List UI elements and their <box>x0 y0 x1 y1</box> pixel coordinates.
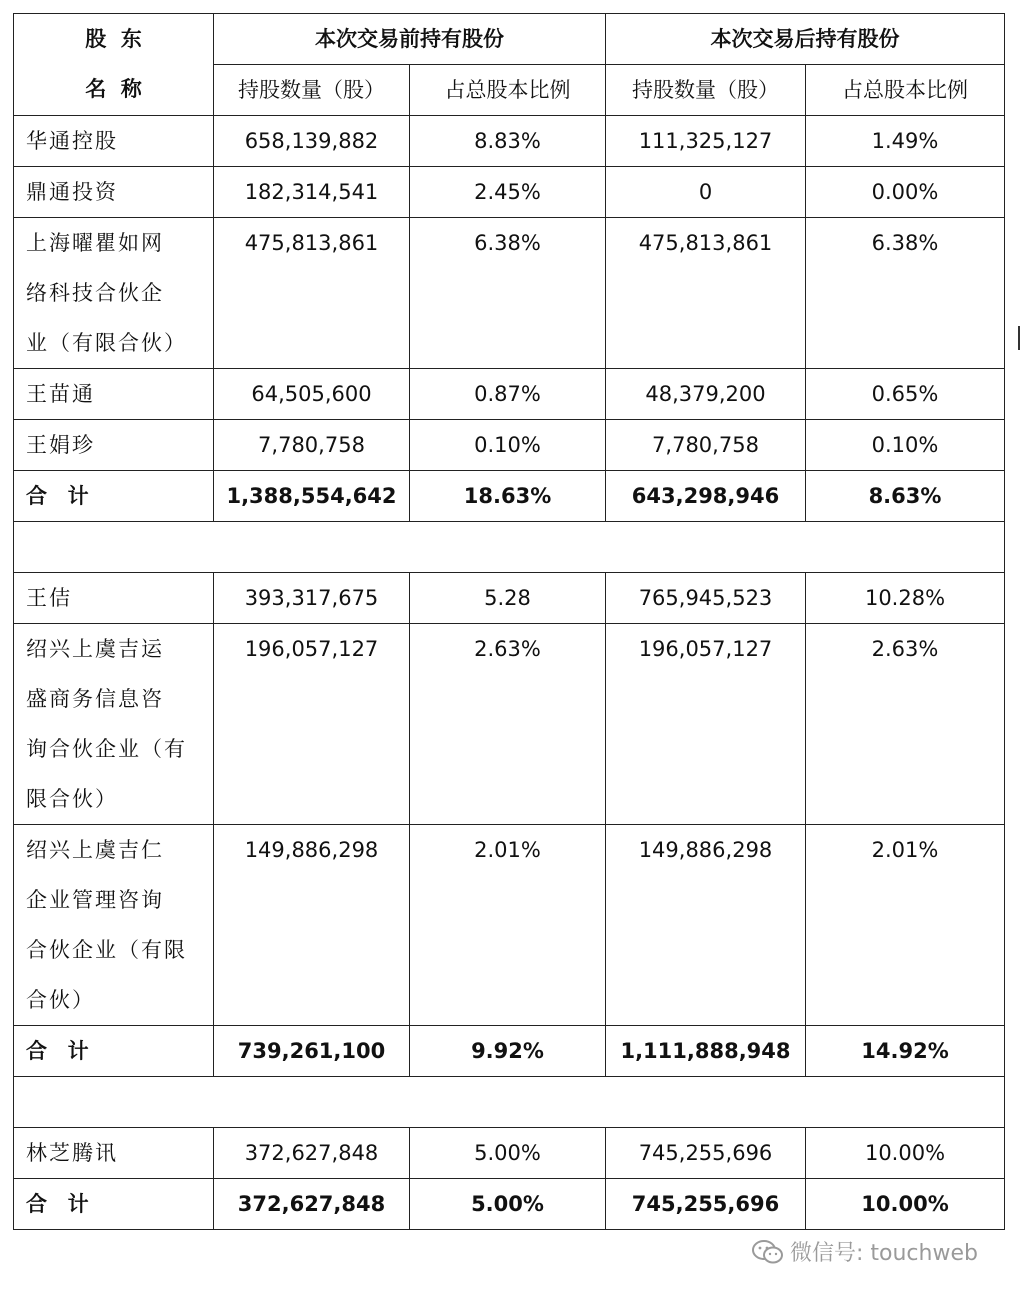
name-line: 盛商务信息咨 <box>26 687 164 711</box>
before-ratio: 5.28 <box>410 573 606 624</box>
before-ratio: 2.63% <box>410 624 606 825</box>
total-after-shares: 643,298,946 <box>606 471 806 522</box>
header-shareholder <box>14 14 214 116</box>
header-shareholder-top: 股 东 <box>85 27 142 51</box>
shareholder-name <box>14 218 214 369</box>
header-after-shares: 持股数量（股） <box>606 65 806 116</box>
total-label: 合 计 <box>14 471 214 522</box>
shareholder-name <box>14 369 214 420</box>
header-after-ratio: 占总股本比例 <box>806 65 1005 116</box>
after-ratio: 0.10% <box>806 420 1005 471</box>
before-shares: 182,314,541 <box>214 167 410 218</box>
wechat-icon <box>752 1239 784 1265</box>
name-line: 王苗通 <box>26 382 95 406</box>
name-line: 鼎通投资 <box>26 180 118 204</box>
name-line: 绍兴上虞吉运 <box>26 637 164 661</box>
before-shares: 149,886,298 <box>214 825 410 1026</box>
before-shares: 658,139,882 <box>214 116 410 167</box>
header-before-ratio: 占总股本比例 <box>410 65 606 116</box>
before-ratio: 6.38% <box>410 218 606 369</box>
total-row <box>14 471 1005 522</box>
after-shares: 48,379,200 <box>606 369 806 420</box>
watermark <box>752 1236 978 1267</box>
total-before-ratio: 9.92% <box>410 1026 606 1077</box>
spacer-cell <box>14 1077 1005 1128</box>
total-before-shares: 372,627,848 <box>214 1179 410 1230</box>
spacer-row <box>14 1077 1005 1128</box>
shareholder-name <box>14 573 214 624</box>
after-shares: 475,813,861 <box>606 218 806 369</box>
shareholder-name <box>14 825 214 1026</box>
table-row <box>14 420 1005 471</box>
shareholder-name <box>14 167 214 218</box>
total-before-shares: 1,388,554,642 <box>214 471 410 522</box>
total-before-ratio: 18.63% <box>410 471 606 522</box>
table-row <box>14 1128 1005 1179</box>
after-shares: 111,325,127 <box>606 116 806 167</box>
after-ratio: 0.65% <box>806 369 1005 420</box>
before-shares: 196,057,127 <box>214 624 410 825</box>
before-shares: 372,627,848 <box>214 1128 410 1179</box>
table-row <box>14 624 1005 825</box>
name-line: 林芝腾讯 <box>26 1141 118 1165</box>
total-label: 合 计 <box>14 1026 214 1077</box>
after-ratio: 10.28% <box>806 573 1005 624</box>
spacer-row <box>14 522 1005 573</box>
after-shares: 149,886,298 <box>606 825 806 1026</box>
before-shares: 393,317,675 <box>214 573 410 624</box>
total-label: 合 计 <box>14 1179 214 1230</box>
after-shares: 7,780,758 <box>606 420 806 471</box>
total-after-ratio: 14.92% <box>806 1026 1005 1077</box>
name-line: 王娟珍 <box>26 433 95 457</box>
before-ratio: 0.87% <box>410 369 606 420</box>
name-line: 限合伙） <box>26 787 118 811</box>
name-line: 王佶 <box>26 586 72 610</box>
total-before-ratio: 5.00% <box>410 1179 606 1230</box>
before-ratio: 2.01% <box>410 825 606 1026</box>
spacer-cell <box>14 522 1005 573</box>
total-after-shares: 1,111,888,948 <box>606 1026 806 1077</box>
after-shares: 0 <box>606 167 806 218</box>
name-line: 合伙企业（有限 <box>26 938 187 962</box>
after-ratio: 2.63% <box>806 624 1005 825</box>
total-after-ratio: 10.00% <box>806 1179 1005 1230</box>
header-after-group: 本次交易后持有股份 <box>606 14 1005 65</box>
shareholder-name <box>14 1128 214 1179</box>
table-row <box>14 218 1005 369</box>
after-ratio: 2.01% <box>806 825 1005 1026</box>
shareholding-table <box>13 13 1005 1230</box>
before-shares: 7,780,758 <box>214 420 410 471</box>
before-ratio: 5.00% <box>410 1128 606 1179</box>
name-line: 绍兴上虞吉仁 <box>26 838 164 862</box>
total-row <box>14 1179 1005 1230</box>
after-ratio: 6.38% <box>806 218 1005 369</box>
shareholder-name <box>14 116 214 167</box>
after-ratio: 0.00% <box>806 167 1005 218</box>
total-before-shares: 739,261,100 <box>214 1026 410 1077</box>
before-ratio: 2.45% <box>410 167 606 218</box>
table-row <box>14 369 1005 420</box>
name-line: 上海曜瞿如网 <box>26 231 164 255</box>
name-line: 华通控股 <box>26 129 118 153</box>
header-before-shares: 持股数量（股） <box>214 65 410 116</box>
before-shares: 475,813,861 <box>214 218 410 369</box>
after-ratio: 10.00% <box>806 1128 1005 1179</box>
shareholder-name <box>14 420 214 471</box>
header-before-group: 本次交易前持有股份 <box>214 14 606 65</box>
edge-mark <box>1018 326 1020 350</box>
table-row <box>14 825 1005 1026</box>
watermark-text: 微信号: touchweb <box>790 1241 978 1266</box>
table-row <box>14 573 1005 624</box>
total-after-shares: 745,255,696 <box>606 1179 806 1230</box>
name-line: 询合伙企业（有 <box>26 737 187 761</box>
after-shares: 765,945,523 <box>606 573 806 624</box>
name-line: 业（有限合伙） <box>26 331 187 355</box>
name-line: 络科技合伙企 <box>26 281 164 305</box>
before-ratio: 0.10% <box>410 420 606 471</box>
after-ratio: 1.49% <box>806 116 1005 167</box>
name-line: 合伙） <box>26 988 95 1012</box>
after-shares: 196,057,127 <box>606 624 806 825</box>
name-line: 企业管理咨询 <box>26 888 164 912</box>
shareholder-name <box>14 624 214 825</box>
total-row <box>14 1026 1005 1077</box>
total-after-ratio: 8.63% <box>806 471 1005 522</box>
before-ratio: 8.83% <box>410 116 606 167</box>
table-row <box>14 167 1005 218</box>
before-shares: 64,505,600 <box>214 369 410 420</box>
table-row <box>14 116 1005 167</box>
after-shares: 745,255,696 <box>606 1128 806 1179</box>
header-shareholder-bottom: 名 称 <box>85 77 142 101</box>
